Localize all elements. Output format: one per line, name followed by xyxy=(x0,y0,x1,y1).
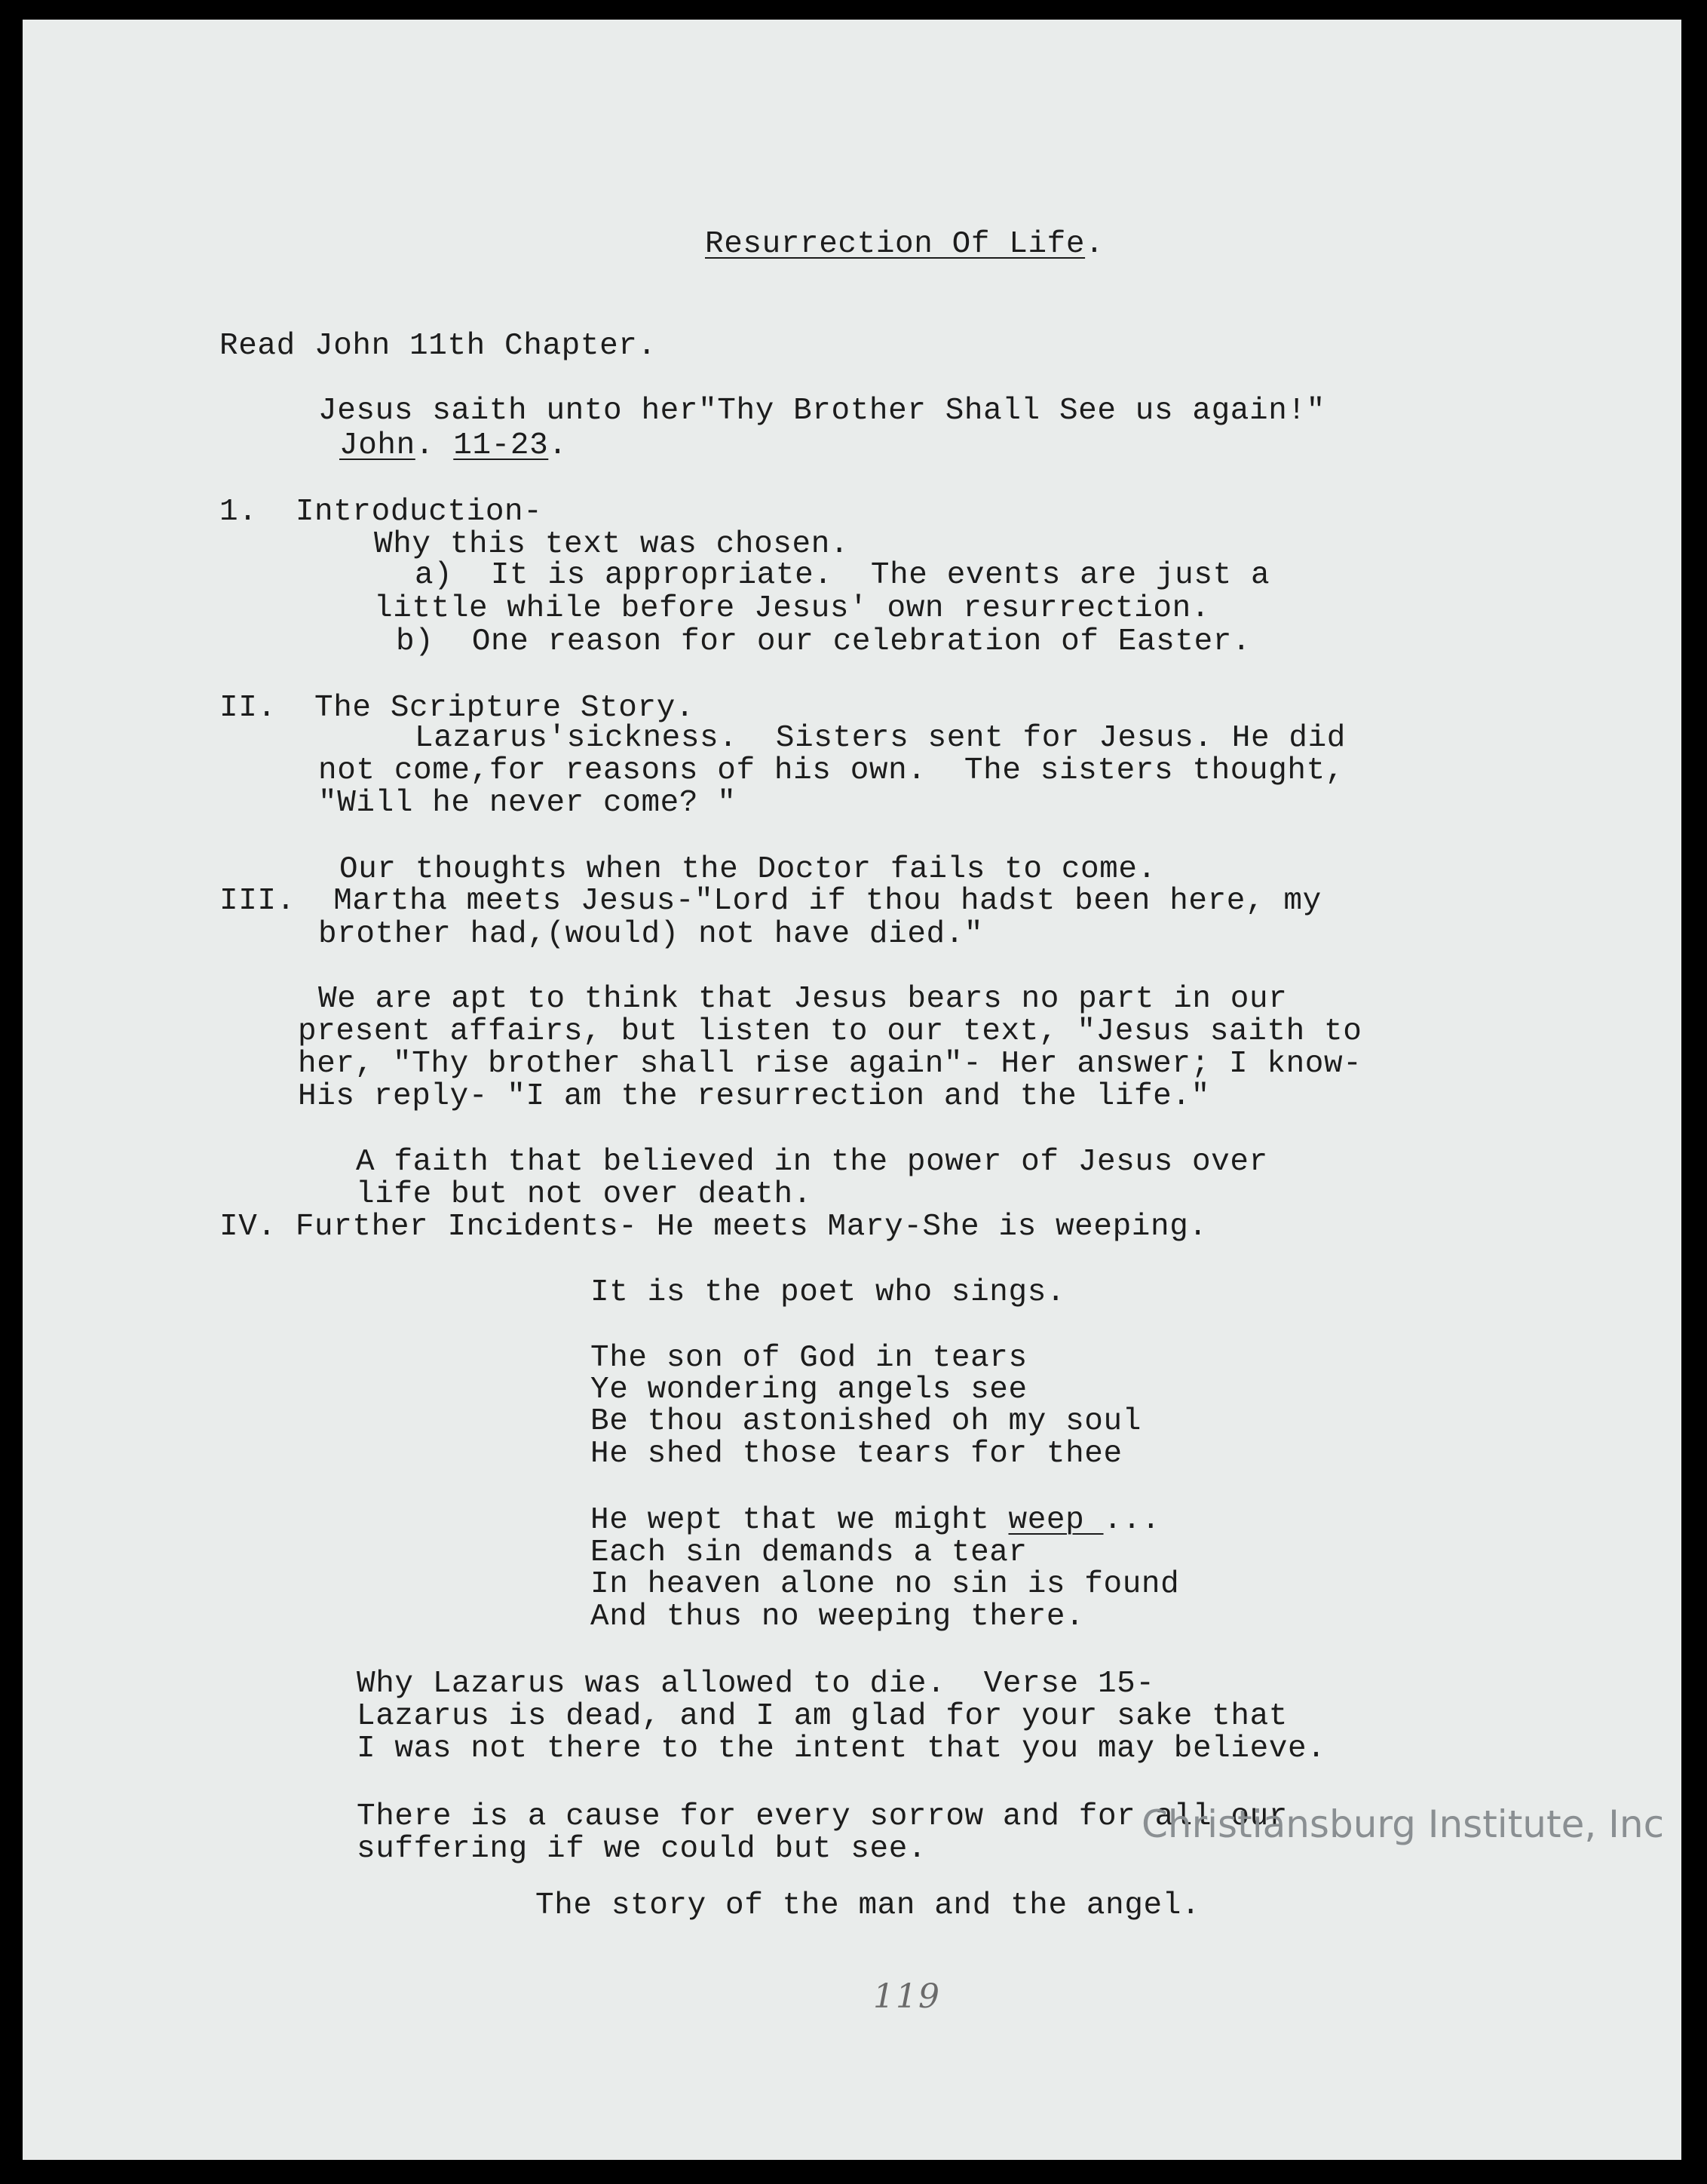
section-3-line: A faith that believed in the power of Jesus over xyxy=(356,1145,1268,1179)
section-2-line: Lazarus'sickness. Sisters sent for Jesus. He did xyxy=(415,721,1346,756)
section-3-line: present affairs, but listen to our text, "Jesus saith to xyxy=(298,1014,1362,1049)
section-4-heading: IV. Further Incidents- He meets Mary-She is weeping. xyxy=(219,1210,1208,1244)
title-period: . xyxy=(1085,227,1105,262)
poet-intro: It is the poet who sings. xyxy=(590,1275,1066,1310)
closing-line: suffering if we could but see. xyxy=(357,1832,927,1867)
document-title xyxy=(705,227,1104,262)
section-2-line: Our thoughts when the Doctor fails to come. xyxy=(339,852,1157,887)
reference-book: John xyxy=(339,428,415,463)
reference-separator: . xyxy=(415,428,454,463)
text-quote: Jesus saith unto her"Thy Brother Shall See us again!" xyxy=(318,394,1325,428)
poem-line-start: He wept that we might xyxy=(590,1503,1009,1538)
title-text: Resurrection Of Life xyxy=(705,227,1086,262)
section-1-line: a) It is appropriate. The events are just a xyxy=(415,558,1270,593)
closing-line: I was not there to the intent that you may believe. xyxy=(357,1732,1326,1766)
poem-line xyxy=(590,1503,1160,1538)
poem-line: And thus no weeping there. xyxy=(590,1600,1085,1634)
closing-line: Why Lazarus was allowed to die. Verse 15- xyxy=(357,1667,1155,1701)
section-1-line: Why this text was chosen. xyxy=(374,527,850,562)
section-3-line: We are apt to think that Jesus bears no part in our xyxy=(318,982,1288,1017)
section-3-heading: III. Martha meets Jesus-"Lord if thou hadst been here, my xyxy=(219,884,1322,919)
section-2-line: "Will he never come? " xyxy=(318,786,737,821)
closing-line: The story of the man and the angel. xyxy=(535,1888,1201,1923)
section-2-heading: II. The Scripture Story. xyxy=(219,691,695,725)
poem-line: He shed those tears for thee xyxy=(590,1437,1123,1471)
watermark: Christiansburg Institute, Inc xyxy=(1142,1802,1665,1846)
section-1-line: b) One reason for our celebration of Easter. xyxy=(396,624,1252,659)
closing-line: Lazarus is dead, and I am glad for your sake that xyxy=(357,1699,1288,1734)
poem-line-end: ... xyxy=(1103,1503,1161,1538)
section-2-line: not come,for reasons of his own. The sisters thought, xyxy=(318,753,1345,788)
reference-end: . xyxy=(548,428,568,463)
closing-line: There is a cause for every sorrow and for all our xyxy=(357,1799,1288,1834)
section-1-line: little while before Jesus' own resurrection. xyxy=(374,591,1210,626)
reference-verse: 11-23 xyxy=(453,428,549,463)
poem-line-underlined: weep xyxy=(1008,1503,1104,1538)
poem-line: In heaven alone no sin is found xyxy=(590,1567,1180,1602)
section-3-line: brother had,(would) not have died." xyxy=(318,917,984,952)
section-3-line: His reply- "I am the resurrection and the life." xyxy=(298,1079,1210,1114)
section-1-heading: 1. Introduction- xyxy=(219,495,543,529)
poem-line: Ye wondering angels see xyxy=(590,1373,1028,1407)
section-3-line: her, "Thy brother shall rise again"- Her answer; I know- xyxy=(298,1047,1362,1081)
poem-line: The son of God in tears xyxy=(590,1341,1028,1376)
text-reference xyxy=(339,428,568,463)
handwritten-page-number: 119 xyxy=(873,1977,941,2016)
section-3-line: life but not over death. xyxy=(356,1177,812,1212)
document-page xyxy=(23,20,1681,2160)
poem-line: Be thou astonished oh my soul xyxy=(590,1404,1142,1439)
poem-line: Each sin demands a tear xyxy=(590,1535,1028,1570)
reading-line: Read John 11th Chapter. xyxy=(219,329,657,363)
